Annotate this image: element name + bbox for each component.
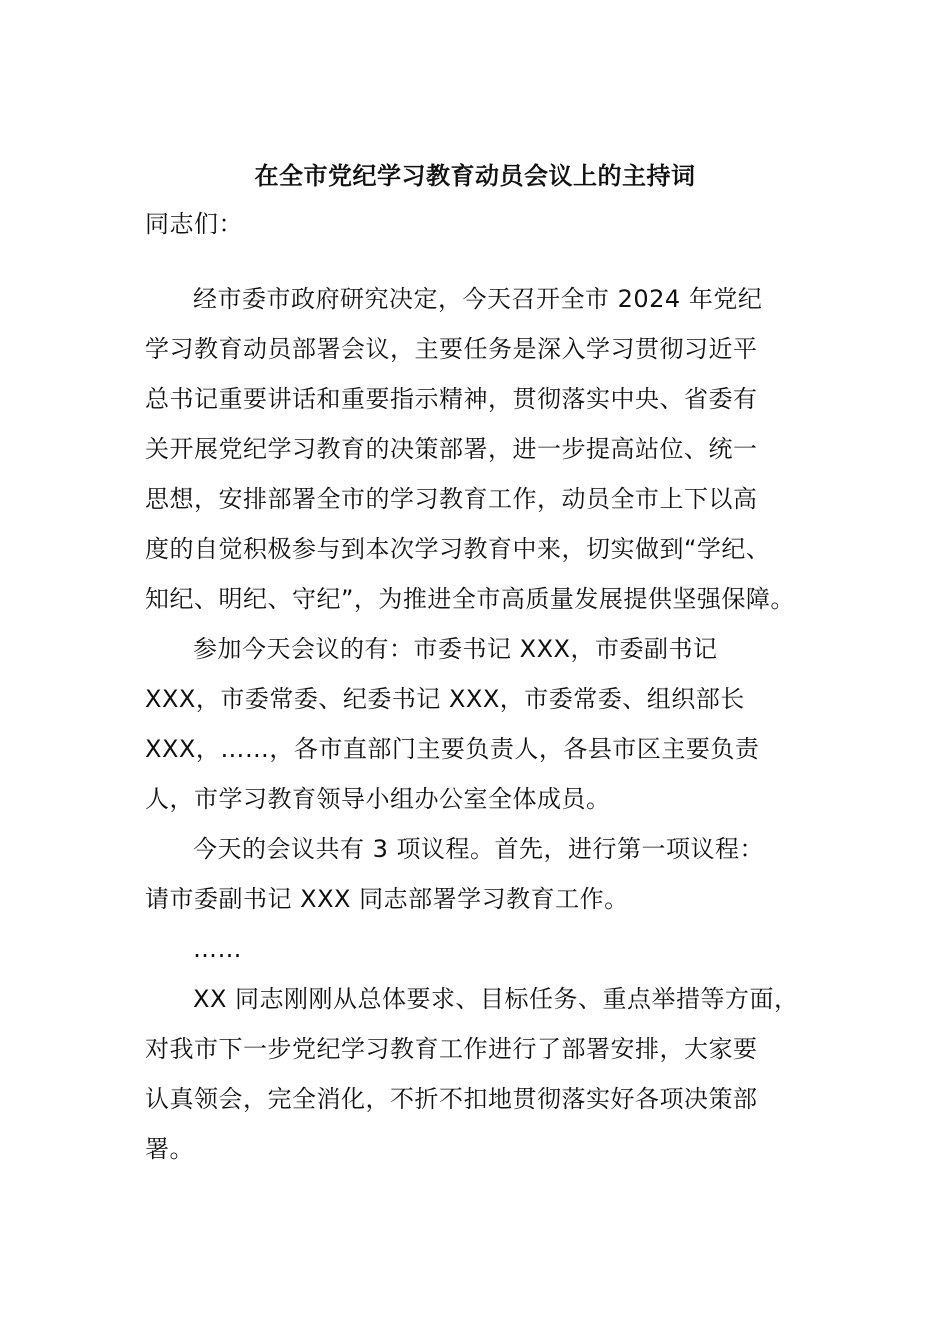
paragraph-3-line-1: 今天的会议共有 3 项议程。首先，进行第一项议程： [193,835,765,863]
paragraph-4-line-3: 认真领会，完全消化，不折不扣地贯彻落实好各项决策部 [145,1085,758,1113]
paragraph-1-line-5: 思想，安排部署全市的学习教育工作，动员全市上下以高 [145,485,758,513]
paragraph-1-line-4: 关开展党纪学习教育的决策部署，进一步提高站位、统一 [145,435,758,463]
paragraph-1-line-6: 度的自觉积极参与到本次学习教育中来，切实做到“学纪、 [145,535,771,563]
paragraph-4-line-4: 署。 [145,1135,194,1163]
paragraph-3-line-2: 请市委副书记 XXX 同志部署学习教育工作。 [145,885,629,913]
ellipsis-line: …… [193,935,242,963]
paragraph-1-line-7: 知纪、明纪、守纪”，为推进全市高质量发展提供坚强保障。 [145,585,795,613]
paragraph-1-line-3: 总书记重要讲话和重要指示精神，贯彻落实中央、省委有 [145,385,758,413]
paragraph-2-line-3: XXX，……，各市直部门主要负责人，各县市区主要负责 [145,735,760,763]
paragraph-4-line-2: 对我市下一步党纪学习教育工作进行了部署安排，大家要 [145,1035,758,1063]
paragraph-1-line-1: 经市委市政府研究决定，今天召开全市 2024 年党纪 [193,285,763,313]
paragraph-4-line-1: XX 同志刚刚从总体要求、目标任务、重点举措等方面， [193,985,799,1013]
document-title: 在全市党纪学习教育动员会议上的主持词 [254,162,696,190]
paragraph-2-line-4: 人，市学习教育领导小组办公室全体成员。 [145,785,611,813]
paragraph-2-line-1: 参加今天会议的有：市委书记 XXX，市委副书记 [193,635,718,663]
paragraph-1-line-2: 学习教育动员部署会议，主要任务是深入学习贯彻习近平 [145,335,758,363]
salutation-line: 同志们： [145,210,243,238]
paragraph-2-line-2: XXX，市委常委、纪委书记 XXX，市委常委、组织部长 [145,685,745,713]
